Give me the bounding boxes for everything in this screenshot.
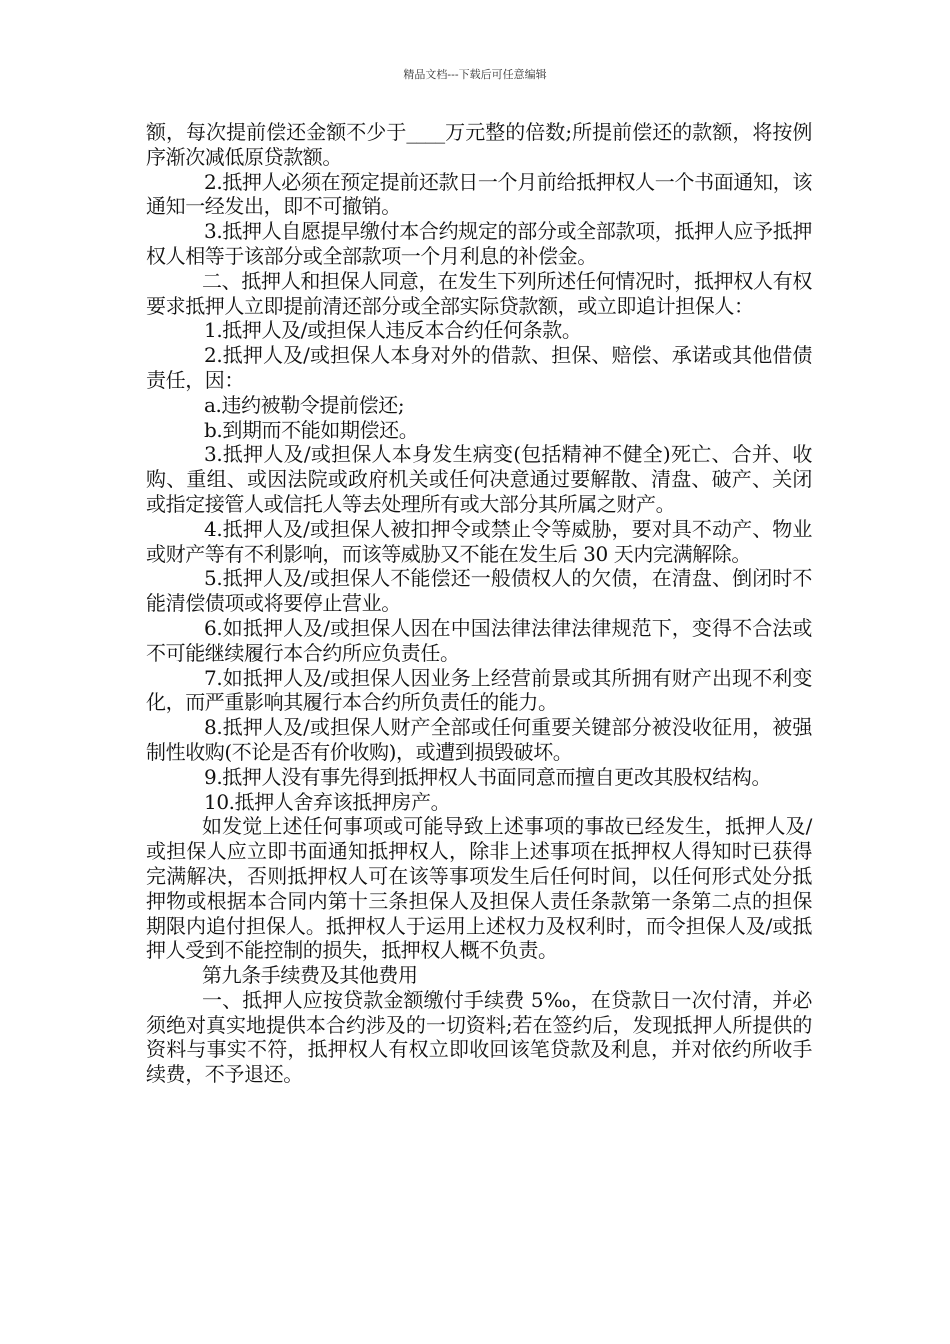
paragraph: 10.抵押人舍弃该抵押房产。 (204, 789, 451, 814)
paragraph: a.违约被勒令提前偿还; (204, 392, 405, 417)
document-body (146, 120, 812, 1087)
paragraph: 7.如抵押人及/或担保人因业务上经营前景或其所拥有财产出现不利变化，而严重影响其履行本合约所负责任的能力。 (146, 665, 812, 715)
section-heading: 第九条手续费及其他费用 (202, 963, 418, 988)
paragraph: b.到期而不能如期偿还。 (204, 417, 419, 442)
paragraph: 6.如抵押人及/或担保人因在中国法律法律法律规范下，变得不合法或不可能继续履行本合约所应负责任。 (146, 615, 812, 665)
paragraph: 额，每次提前偿还金额不少于____万元整的倍数;所提前偿还的款额，将按例序渐次减低原贷款额。 (146, 120, 812, 169)
page-header: 精品文档---下载后可任意编辑 (403, 68, 547, 81)
paragraph: 3.抵押人自愿提早缴付本合约规定的部分或全部款项，抵押人应予抵押权人相等于该部分或全部款项一个月利息的补偿金。 (146, 219, 812, 268)
paragraph: 2.抵押人及/或担保人本身对外的借款、担保、赔偿、承诺或其他借债责任，因： (146, 343, 812, 392)
paragraph: 2.抵押人必须在预定提前还款日一个月前给抵押权人一个书面通知，该通知一经发出，即不可撤销。 (146, 169, 812, 219)
paragraph: 如发觉上述任何事项或可能导致上述事项的事故已经发生，抵押人及/或担保人应立即书面通知抵押权人，除非上述事项在抵押权人得知时已获得完满解决，否则抵押权人可在该等事项发生后任何时间，以任何形式处分抵押物或根据本合同内第十三条担保人及担保人责任条款第一条第二点的担保期限内追付担保人。抵押权人于运用上述权力及权利时，而令担保人及/或抵押人受到不能控制的损失，抵押权人概不负责。 (146, 814, 812, 963)
paragraph: 9.抵押人没有事先得到抵押权人书面同意而擅自更改其股权结构。 (204, 764, 772, 789)
paragraph: 4.抵押人及/或担保人被扣押令或禁止令等威胁，要对具不动产、物业或财产等有不利影响，而该等威胁又不能在发生后 30 天内完满解除。 (146, 516, 812, 566)
paragraph: 5.抵押人及/或担保人不能偿还一般债权人的欠债，在清盘、倒闭时不能清偿债项或将要停止营业。 (146, 566, 812, 616)
paragraph: 一、抵押人应按贷款金额缴付手续费 5‰，在贷款日一次付清，并必须绝对真实地提供本合约涉及的一切资料;若在签约后，发现抵押人所提供的资料与事实不符，抵押权人有权立即收回该笔贷款及利息，并对依约所收手续费，不予退还。 (146, 987, 812, 1087)
paragraph: 8.抵押人及/或担保人财产全部或任何重要关键部分被没收征用，被强制性收购(不论是否有价收购)，或遭到损毁破坏。 (146, 715, 812, 764)
paragraph: 1.抵押人及/或担保人违反本合约任何条款。 (204, 318, 582, 343)
paragraph: 3.抵押人及/或担保人本身发生病变(包括精神不健全)死亡、合并、收购、重组、或因法院或政府机关或任何决意通过要解散、清盘、破产、关闭或指定接管人或信托人等去处理所有或大部分其所属之财产。 (146, 442, 812, 516)
paragraph: 二、抵押人和担保人同意，在发生下列所述任何情况时，抵押权人有权要求抵押人立即提前清还部分或全部实际贷款额，或立即追计担保人： (146, 268, 812, 318)
